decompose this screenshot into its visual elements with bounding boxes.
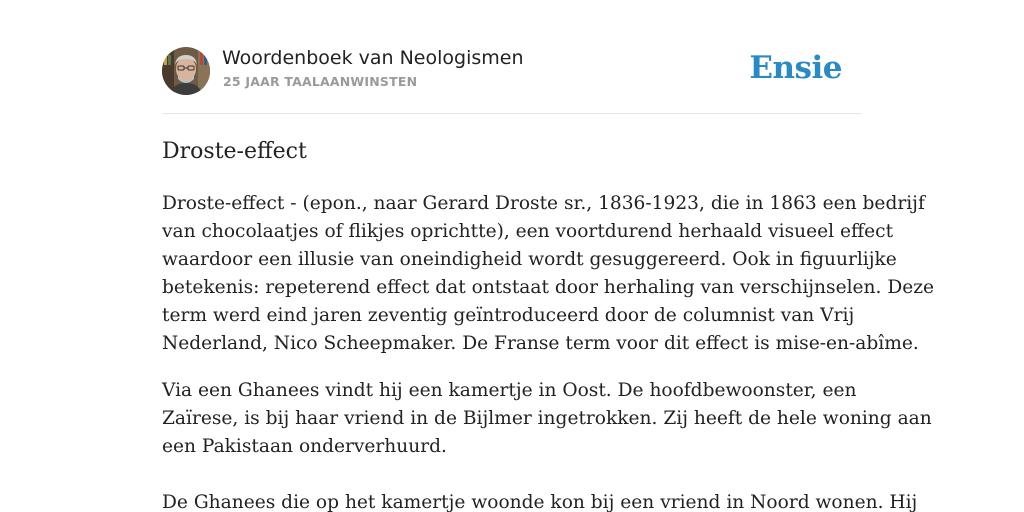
definition-line: betekenis: repeterend effect dat ontstaat door herhaling van verschijnselen. Deze	[162, 277, 935, 298]
site-title[interactable]: Woordenboek van Neologismen	[222, 47, 524, 69]
site-subtitle: 25 JAAR TAALAANWINSTEN	[223, 74, 418, 89]
ensie-logo-link[interactable]: Ensie	[749, 50, 842, 86]
author-avatar[interactable]	[162, 47, 210, 95]
author-portrait-icon	[162, 47, 210, 95]
quote-line: Zaïrese, is bij haar vriend in de Bijlmer ingetrokken. Zij heeft de hele woning aan	[162, 408, 932, 429]
quote-line: De Ghanees die op het kamertje woonde kon bij een vriend in Noord wonen. Hij	[162, 492, 918, 512]
entry-title: Droste-effect	[162, 139, 307, 164]
quote-line: Via een Ghanees vindt hij een kamertje in Oost. De hoofdbewoonster, een	[162, 380, 857, 401]
definition-line: waardoor een illusie van oneindigheid wordt gesuggereerd. Ook in figuurlijke	[162, 249, 897, 270]
entry-definition	[162, 190, 935, 358]
definition-line: term werd eind jaren zeventig geïntroduceerd door de columnist van Vrij	[162, 305, 855, 326]
quote-line: een Pakistaan onderverhuurd.	[162, 436, 447, 457]
entry-example-quote	[162, 377, 932, 461]
definition-line: Droste-effect - (epon., naar Gerard Droste sr., 1836-1923, die in 1863 een bedrijf	[162, 193, 925, 214]
page-container	[162, 0, 935, 512]
site-header	[162, 0, 862, 114]
entry-example-quote-continued	[162, 489, 918, 512]
definition-line: Nederland, Nico Scheepmaker. De Franse term voor dit effect is mise-en-abîme.	[162, 333, 919, 354]
definition-line: van chocolaatjes of flikjes oprichtte), een voortdurend herhaald visueel effect	[162, 221, 894, 242]
